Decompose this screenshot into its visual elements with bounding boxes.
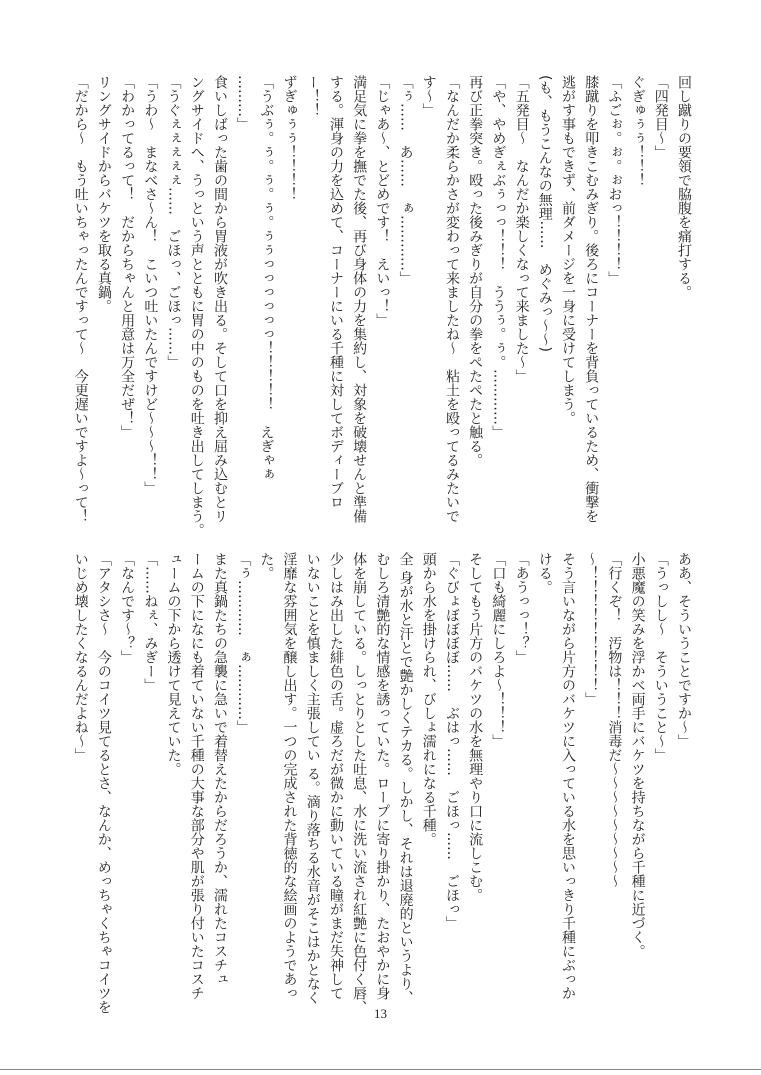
text-line: 「だから～ もう吐いちゃったんですって～ 今更遅いですよ～って！ — [72, 75, 89, 523]
text-block-lower — [69, 552, 695, 1012]
text-line: 「ぅ…… あ…… ぁ…………」 — [397, 75, 414, 285]
text-line: ングサイドへ、うっという声とともに胃の中のものを吐き出してしまう。 — [188, 75, 205, 537]
text-line: 「うっしし～ そういうこと～」 — [652, 552, 669, 762]
text-block-upper — [69, 75, 695, 535]
text-line: 「ぅ………… ぁ…………」 — [235, 552, 252, 734]
text-line: 「ふごぉ。ぉ。ぉおっ！！！！」 — [606, 75, 623, 285]
text-line: 「四発目～」 — [652, 75, 669, 159]
text-line: ームの下になにも着ていない千種の大事な部分や肌が張り付いたコスチ — [188, 552, 205, 1000]
text-line: 「じゃあ～、とどめです！ えいっ！」 — [374, 75, 391, 327]
text-line: ぐぎゅぅぅ！！！ — [629, 75, 646, 187]
text-line: そしてもう片方のバケツの水を無理やり口に流しこむ。 — [467, 552, 484, 902]
text-line: 膝蹴りを叩きこむみぎり。後ろにコーナーを背負っているため、衝撃を — [583, 75, 600, 523]
text-line: た。 — [258, 552, 275, 580]
text-line: 全 身が水と汗とで艶かしくテカる。しかし、それは退廃的というより、 — [397, 552, 414, 1005]
text-line: (も、もうこんなの無理…… めぐみっ～～) — [536, 75, 553, 352]
text-line: 「口も綺麗にしろよ～！！！」 — [490, 552, 507, 748]
text-line: 逃がす事もできず、前ダメージを一身に受けてしまう。 — [559, 75, 576, 425]
text-line: ずぎゅぅぅ！！！！ — [281, 75, 298, 201]
page-bottom-edge — [0, 1069, 761, 1070]
text-line: 「ぐびょぼぼぼぼ…… ぶはっ…… ごほっ…… ごほっ」 — [443, 552, 460, 930]
text-line: 「うぶぅ。ぅ。ぅ。ぅ。ぅぅっっっっっっ！！！！！ えぎゃぁ — [258, 75, 275, 481]
text-line: ー！！ — [304, 75, 321, 117]
text-line: リングサイドからバケツを取る真鍋。 — [95, 75, 112, 313]
text-line: 「五発目～ なんだか楽しくなって来ました～」 — [513, 75, 530, 383]
text-line: 「わかってるって！ だからちゃんと用意は万全だぜ！」 — [119, 75, 136, 439]
text-line: 食いしばった歯の間から胃液が吹き出る。そして口を抑え屈み込むとリ — [211, 75, 228, 523]
text-line: 「……ねぇ、みぎー」 — [142, 552, 159, 692]
text-line: 「うわ～ まなべさ～ん！ こいつ吐いたんですけど～～～！！」 — [142, 75, 159, 495]
text-line: 淫靡な雰囲気を醸し出す。一つの完成された背徳的な絵画のようであっ — [281, 552, 298, 1000]
text-line: ああ、そういうことですか～」 — [676, 552, 692, 748]
text-line: 「アタシさ～ 今のコイツ見てるとさ、なんか、めっちゃくちゃコイツを — [95, 552, 112, 1014]
text-line: 「なんです～？」 — [119, 552, 136, 664]
text-line: 小悪魔の笑みを浮かべ両手にバケツを持ちながら千種に近づく。 — [629, 552, 646, 958]
text-line: 少しはみ出した緋色の舌。虚ろだが微かに動いている瞳がまだ失神して — [327, 552, 344, 1000]
text-line: 「や、やめぎぇぶぅっっ！！！ ううぅ。ぅ。…………」 — [490, 75, 507, 439]
text-line: 回し蹴りの要領で脇腹を痛打する。 — [676, 75, 692, 299]
text-line: そう言いながら片方のバケツに入っている水を思いっきり千種にぶっか — [559, 552, 576, 1000]
text-line: 「あうっっ！？」 — [513, 552, 530, 664]
text-line: ける。 — [536, 552, 553, 594]
text-line: する。渾身の力を込めて、コーナーにいる千種に対してボディーブロ — [327, 75, 344, 509]
text-line: 「なんだか柔らかさが変わって来ましたね～ 粘土を殴ってるみたいで — [443, 75, 460, 523]
text-line: す～」 — [420, 75, 437, 117]
page-number: 13 — [374, 1006, 387, 1021]
text-line: 体を崩している。しっとりとした吐息、水に洗い流され紅艶に色付く唇、 — [351, 552, 368, 1014]
text-line: 再び正拳突き。殴った後みぎりが自分の拳をぺたぺたと触る。 — [467, 75, 484, 467]
text-line: 満足気に拳を撫でた後、再び身体の力を集約し、対象を破壊せんと準備 — [351, 75, 368, 523]
text-line: ………」 — [235, 75, 252, 131]
text-line: むしろ清艶的な情感を誘っていた。ロープに寄り掛かり、たおやかに身 — [374, 552, 391, 1000]
text-line: ～！！！！！！！！！」 — [583, 552, 600, 706]
text-line: ュームの下から透けて見えていた。 — [165, 552, 182, 776]
text-line: 頭から水を掛けられ、びしょ濡れになる千種。 — [420, 552, 437, 846]
text-line: いじめ壊したくなるんだよね～」 — [72, 552, 89, 762]
text-line: いないことを慎ましく主張してい る。滴り落ちる水音がそこはかとなく — [304, 552, 321, 1005]
text-line: 「行くぞ！ 汚物は！！！消毒だ～～～～～～～～～ — [606, 552, 623, 888]
text-line: 「うぐぇぇぇぇぇ…… ごほっ、ごほっ……」 — [165, 75, 182, 369]
text-line: また真鍋たちの急襲に急いで着替えたからだろうか、濡れたコスチュ — [211, 552, 228, 986]
